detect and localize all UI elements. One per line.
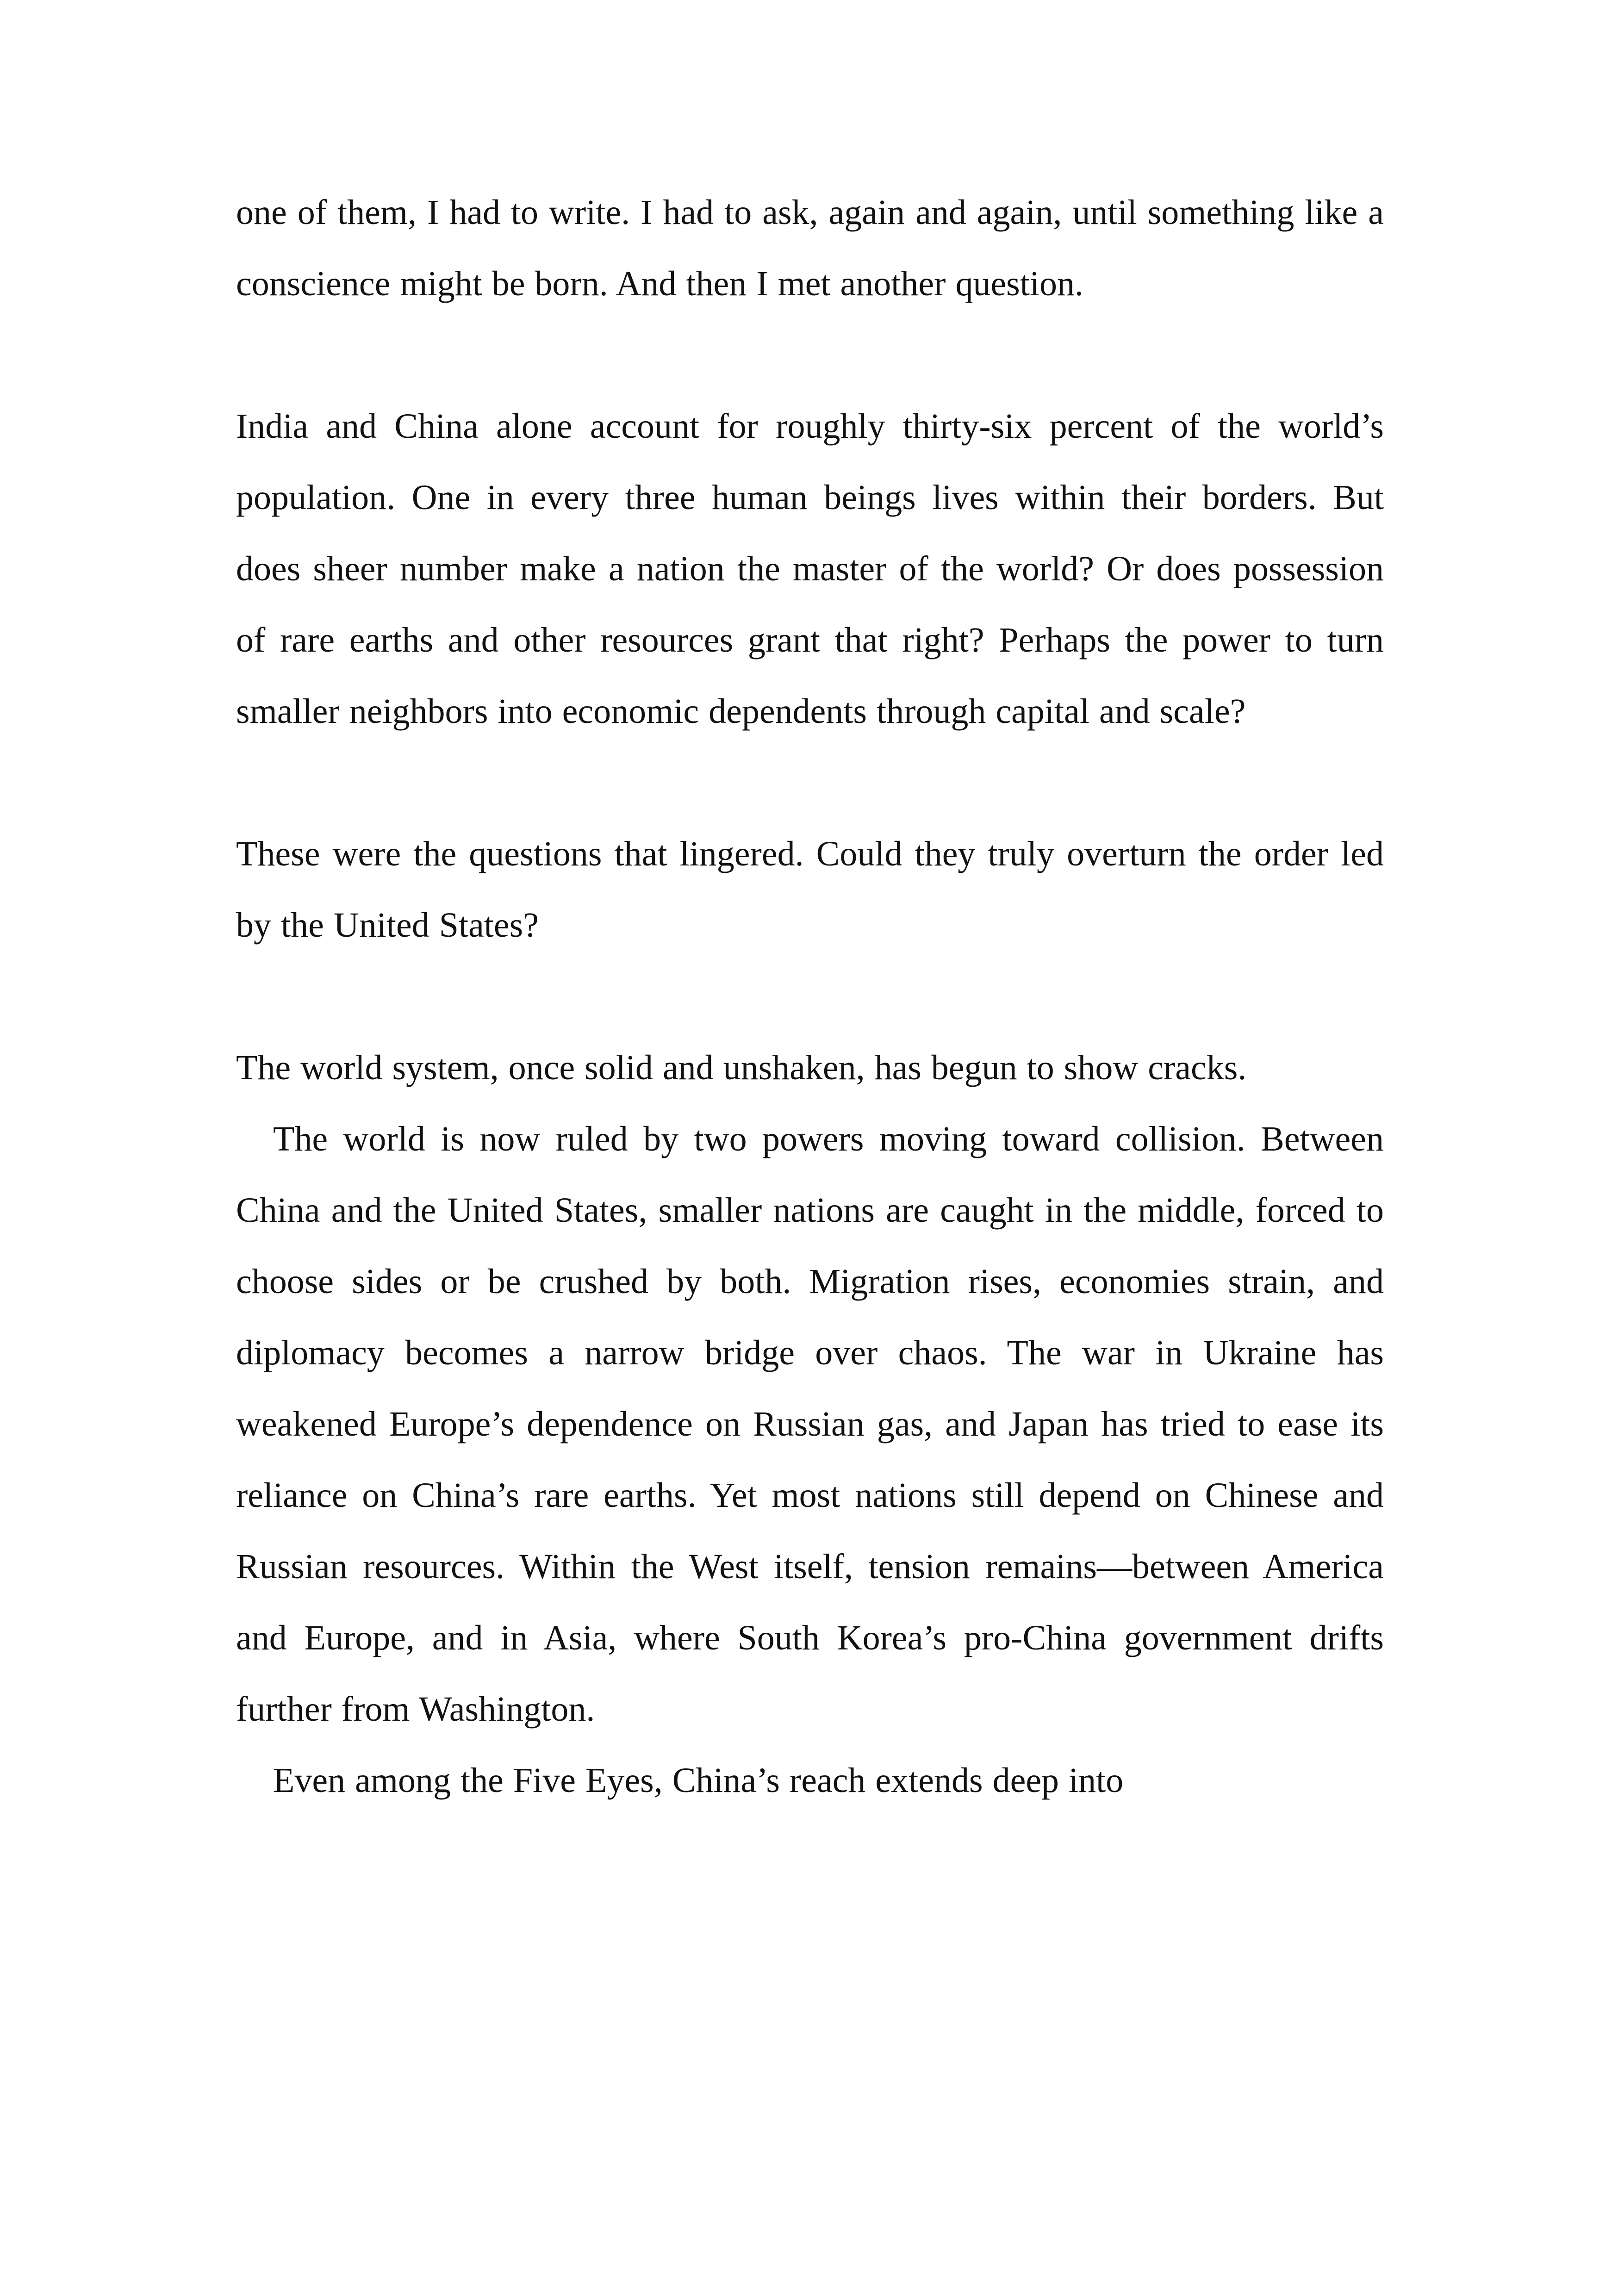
paragraph-6: Even among the Five Eyes, China’s reach extends deep into xyxy=(273,1761,1124,1800)
paragraph-5: The world is now ruled by two powers moving toward collision. Between China and the United States, smaller nations are caught in the middle, forced to choose sides or be crushed by both. Migration rises, economies strain, and diplomacy becomes a narrow bridge over chaos. The war in Ukraine has weakened Europe’s dependence on Russian gas, and Japan has tried to ease its reliance on China’s rare earths. Yet most nations still depend on Chinese and Russian resources. Within the West itself, tension remains—between America and Europe, and in Asia, where South Korea’s pro-China government drifts further from Washington. xyxy=(236,1120,1384,1729)
paragraph-1: one of them, I had to write. I had to ask, again and again, until something like a conscience might be born. And then I met another question. xyxy=(236,193,1384,303)
paragraph-4: The world system, once solid and unshaken, has begun to show cracks. xyxy=(236,1048,1247,1087)
paragraph-2: India and China alone account for roughly thirty-six percent of the world’s population. One in every three human beings lives within their borders. But does sheer number make a nation the master of the world? Or does possession of rare earths and other resources grant that right? Perhaps the power to turn smaller neighbors into economic dependents through capital and scale? xyxy=(236,407,1384,731)
paragraph-3: These were the questions that lingered. Could they truly overturn the order led by the United States? xyxy=(236,834,1384,945)
body-text xyxy=(236,177,1384,1816)
